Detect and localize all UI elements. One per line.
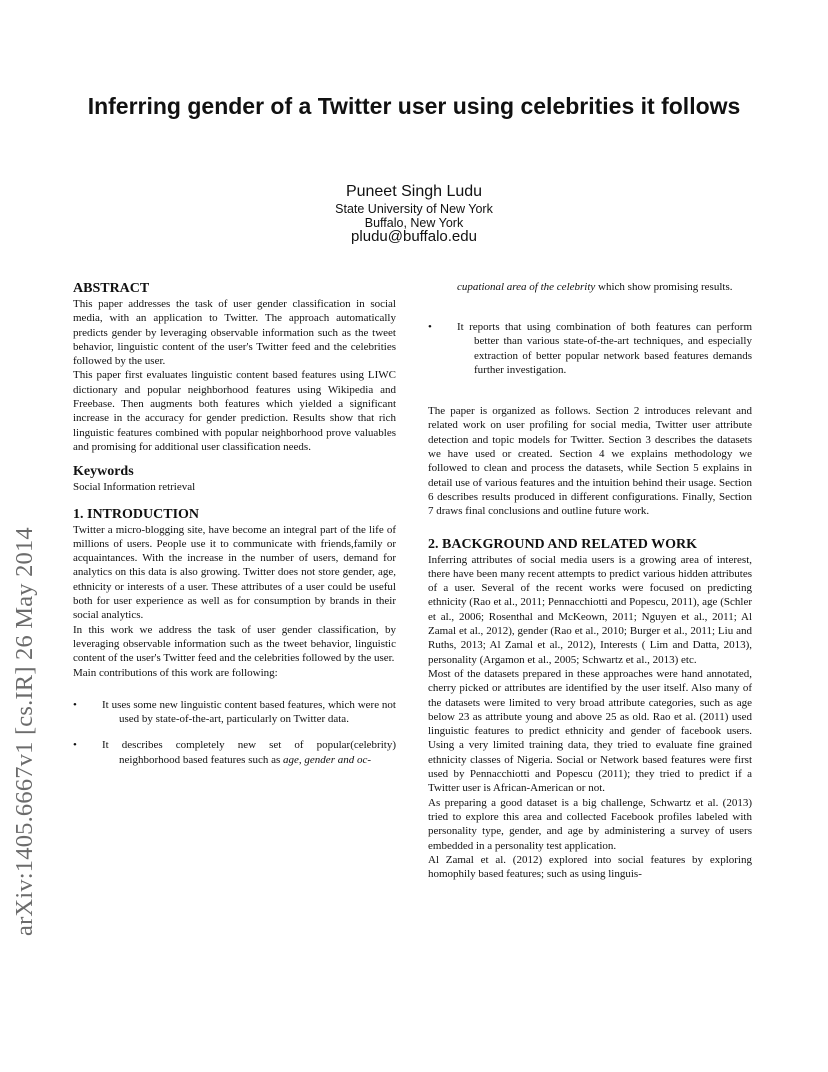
abstract-paragraph: This paper addresses the task of user gender classification in social media, with an application to Twitter. The approach automatically predicts gender by leveraging observable information such as the tweet behavior, linguistic content of the user's Twitter feed and the celebrities followed by the user. [73,298,396,368]
contribution-bullet [73,738,396,767]
author-email: pludu@buffalo.edu [351,228,477,245]
bullet-text: It reports that using combination of both features can perform better than various state-of-the-art techniques, and especially extraction of better popular network based features demands further investigation. [457,321,752,376]
abstract-paragraph: This paper first evaluates linguistic content based features using LIWC dictionary and popular neighborhood features using Wikipedia and Freebase. Then augments both features which yielded a significant increase in the accuracy for gender prediction. Results show that rich linguistic features combined with popular neighborhood prove valuables and promising for additional user classification needs. [73,369,396,453]
author-affiliation: State University of New York [335,202,493,216]
bullet-emphasis-continued: cupational area of the celebrity [457,281,596,293]
background-paragraph: Most of the datasets prepared in these approaches were hand annotated, cherry picked or attributes are identified by the user itself. Also many of the datasets were limited to very broad attribute categories, such as age below 23 as attribute young and above 25 as old. Rao et al. (2011) used linguistic features to predict ethnicity and gender of facebook users. Using a very limited training data, they tried to evaluate fine grained ethnicity classes of Nigeria. Social or Network based features were first used by Pennacchiotti and Popescu (2011); they tried to predict if a Twitter user is African-American or not. [428,667,752,795]
arxiv-identifier: arXiv:1405.6667v1 [cs.IR] 26 May 2014 [11,527,38,936]
keywords-text: Social Information retrieval [73,481,196,494]
bullet-marker: • [73,698,77,711]
contribution-bullet [428,320,752,377]
abstract-heading: ABSTRACT [73,281,150,296]
intro-paragraph: Main contributions of this work are following: [73,666,278,679]
bullet-continuation [428,280,752,315]
left-column [73,280,396,767]
background-paragraph: Al Zamal et al. (2012) explored into social features by exploring homophily based features; such as using linguis- [428,853,752,881]
bullet-marker: • [73,739,77,752]
bullet-marker: • [428,321,432,333]
organization-paragraph: The paper is organized as follows. Section 2 introduces relevant and related work on user profiling for social media, Twitter user attribute detection and topic models for Twitter. Section 3 describes the datasets we have used or created. Section 4 we explains methodology we followed to clean and process the datasets, while Section 5 explains in detail use of various features and the intuition behind their usage. Section 6 describes results produced in different configurations. Finally, Section 7 draws final conclusions and outline future work. [428,405,752,518]
author-name: Puneet Singh Ludu [345,183,483,200]
contribution-bullet [73,698,396,727]
right-column [428,280,752,881]
bullet-text-continued: which show promising results. [595,281,733,293]
intro-paragraph: In this work we address the task of user gender classification, by leveraging observable information such as the tweet behavior, linguistic content of the user's Twitter feed and the celebrities followed by the user. [73,623,396,665]
introduction-heading: 1. INTRODUCTION [73,506,200,522]
bullet-text: It describes completely new set of popular(celebrity) neighborhood based features such as [102,739,396,766]
author-location: Buffalo, New York [364,216,464,230]
background-paragraph: Inferring attributes of social media users is a growing area of interest, there have been many recent attempts to predict various hidden attributes of a user. Several of the recent works were focused on predicting ethnicity (Rao et al., 2011; Pennacchiotti and Popescu, 2011), age (Schler et al., 2006; Rosenthal and McKeown, 2011; Nguyen et al., 2011; Al Zamal et al., 2012), gender (Rao et al., 2010; Burger et al., 2011; Liu and Ruths, 2013; Al Zamal et al., 2012), Interests ( Lim and Datta, 2013), personality (Argamon et al., 2005; Schwartz et al., 2013) etc. [428,553,752,666]
paper-title: Inferring gender of a Twitter user using celebrities it follows [87,93,741,119]
background-paragraph: As preparing a good dataset is a big challenge, Schwartz et al. (2013) tried to explore this area and collected Facebook profiles labeled with personality type, gender, and age by administering a survey of users embedded in a personality test application. [428,796,752,852]
bullet-emphasis: age, gender and oc- [283,753,372,766]
intro-paragraph: Twitter a micro-blogging site, have become an integral part of the life of millions of users. People use it to communicate with friends,family or acquaintances. With the increase in the number of users, demand for analytics on this data is also growing. Twitter does not store gender, age, ethnicity or interests of a user. These attributes of a user could be useful both for user experience as well as for consumption by brands in their social analytics. [73,523,396,622]
keywords-heading: Keywords [73,464,134,480]
bullet-text: It uses some new linguistic content based features, which were not used by state-of-the-art, particularly on Twitter data. [102,698,396,726]
background-heading: 2. BACKGROUND AND RELATED WORK [428,536,698,552]
